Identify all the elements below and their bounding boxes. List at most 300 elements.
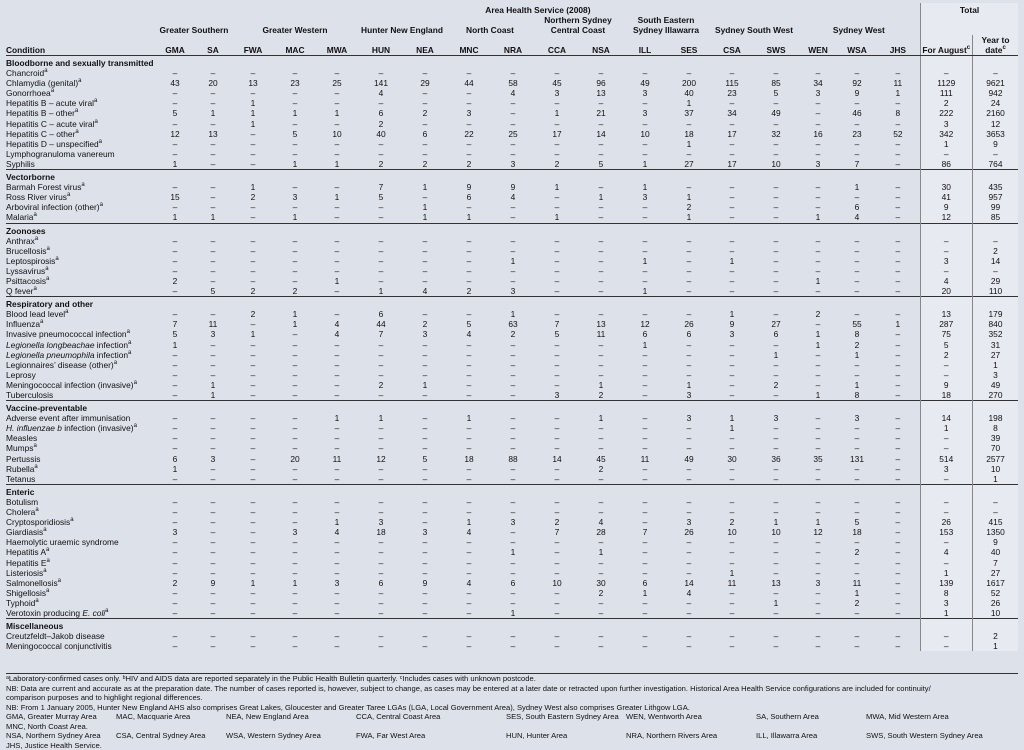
count-cell: –	[534, 149, 580, 159]
count-cell: 2	[156, 276, 194, 286]
for-august-cell: 2	[920, 350, 972, 360]
count-cell: –	[798, 443, 838, 453]
count-cell: 11	[876, 78, 920, 88]
count-cell: –	[446, 497, 492, 507]
count-cell: –	[710, 182, 754, 192]
count-cell: 1	[876, 319, 920, 329]
table-row	[6, 598, 1018, 608]
count-cell: –	[668, 256, 710, 266]
count-cell: 115	[710, 78, 754, 88]
count-cell: 131	[838, 454, 876, 464]
count-cell: –	[754, 286, 798, 297]
count-cell: 6	[404, 129, 446, 139]
for-august-cell: –	[920, 443, 972, 453]
count-cell: –	[274, 236, 316, 246]
count-cell: –	[316, 139, 358, 149]
count-cell: –	[404, 350, 446, 360]
for-august-cell: 8	[920, 588, 972, 598]
count-cell: 2	[358, 380, 404, 390]
count-cell: –	[754, 340, 798, 350]
condition-name: Ross River virus$^a$	[6, 192, 156, 202]
table-row	[6, 246, 1018, 256]
count-cell: –	[876, 568, 920, 578]
count-cell: –	[156, 558, 194, 568]
count-cell: 11	[710, 578, 754, 588]
count-cell: 14	[580, 129, 622, 139]
abbreviation-item: NEA, New England Area	[226, 712, 356, 722]
count-cell: –	[316, 380, 358, 390]
year-to-date-cell: –	[972, 68, 1018, 78]
count-cell: –	[622, 568, 668, 578]
count-cell: –	[404, 413, 446, 423]
count-cell: –	[798, 537, 838, 547]
count-cell: –	[492, 527, 534, 537]
count-cell: –	[838, 631, 876, 641]
count-cell: –	[194, 256, 232, 266]
count-cell: –	[754, 212, 798, 223]
count-cell: –	[798, 256, 838, 266]
count-cell: 9	[492, 182, 534, 192]
count-cell: –	[358, 246, 404, 256]
count-cell: 17	[534, 129, 580, 139]
condition-name: Brucellosis$^a$	[6, 246, 156, 256]
count-cell: –	[534, 423, 580, 433]
count-cell: –	[274, 266, 316, 276]
for-august-cell: –	[920, 68, 972, 78]
count-cell: –	[668, 547, 710, 557]
count-cell: 6	[668, 329, 710, 339]
count-cell: –	[194, 159, 232, 170]
count-cell: 1	[358, 286, 404, 297]
area-group-header: North Coast	[446, 15, 534, 35]
count-cell: –	[622, 433, 668, 443]
count-cell: 1	[316, 276, 358, 286]
count-cell: –	[232, 433, 274, 443]
count-cell: 28	[580, 527, 622, 537]
count-cell: –	[534, 236, 580, 246]
count-cell: –	[492, 641, 534, 651]
count-cell: 3	[446, 108, 492, 118]
year-to-date-cell: 110	[972, 286, 1018, 297]
area-column-header: MAC	[274, 35, 316, 56]
count-cell: –	[622, 139, 668, 149]
table-row	[6, 182, 1018, 192]
count-cell: 5	[156, 329, 194, 339]
count-cell: 2	[534, 517, 580, 527]
year-to-date-column-header: Year to date$^c$	[972, 35, 1018, 56]
count-cell: –	[446, 507, 492, 517]
count-cell: –	[876, 443, 920, 453]
year-to-date-cell: 198	[972, 413, 1018, 423]
count-cell: 7	[358, 329, 404, 339]
count-cell: –	[534, 631, 580, 641]
count-cell: –	[446, 641, 492, 651]
count-cell: –	[492, 588, 534, 598]
table-row	[6, 192, 1018, 202]
count-cell: 27	[754, 319, 798, 329]
count-cell: –	[754, 68, 798, 78]
count-cell: –	[316, 507, 358, 517]
count-cell: –	[446, 370, 492, 380]
count-cell: 3	[492, 286, 534, 297]
count-cell: –	[622, 558, 668, 568]
condition-name: Blood lead level$^a$	[6, 309, 156, 319]
count-cell: –	[232, 212, 274, 223]
count-cell: –	[622, 236, 668, 246]
count-cell: –	[358, 423, 404, 433]
count-cell: –	[156, 286, 194, 297]
count-cell: –	[194, 433, 232, 443]
count-cell: 1	[668, 212, 710, 223]
count-cell: –	[754, 433, 798, 443]
count-cell: –	[156, 68, 194, 78]
count-cell: –	[876, 454, 920, 464]
count-cell: –	[492, 266, 534, 276]
count-cell: –	[316, 68, 358, 78]
year-to-date-cell: –	[972, 266, 1018, 276]
for-august-cell: 86	[920, 159, 972, 170]
year-to-date-cell: 2	[972, 246, 1018, 256]
count-cell: –	[446, 537, 492, 547]
condition-name: Pertussis	[6, 454, 156, 464]
count-cell: –	[710, 497, 754, 507]
count-cell: 18	[838, 527, 876, 537]
count-cell: –	[358, 370, 404, 380]
count-cell: –	[492, 568, 534, 578]
count-cell: –	[838, 641, 876, 651]
table-row	[6, 507, 1018, 517]
count-cell: –	[754, 547, 798, 557]
count-cell: –	[316, 350, 358, 360]
count-cell: –	[798, 370, 838, 380]
area-column-header: CCA	[534, 35, 580, 56]
count-cell: –	[492, 108, 534, 118]
count-cell: 1	[274, 212, 316, 223]
count-cell: –	[316, 390, 358, 401]
section-header-row	[6, 170, 1018, 183]
count-cell: –	[232, 464, 274, 474]
count-cell: 2	[446, 159, 492, 170]
count-cell: 13	[580, 88, 622, 98]
count-cell: –	[876, 370, 920, 380]
for-august-cell: 3	[920, 119, 972, 129]
for-august-cell: 18	[920, 390, 972, 401]
count-cell: –	[534, 413, 580, 423]
count-cell: –	[622, 266, 668, 276]
count-cell: 1	[622, 340, 668, 350]
count-cell: –	[492, 464, 534, 474]
count-cell: 1	[622, 286, 668, 297]
count-cell: –	[798, 192, 838, 202]
count-cell: 5	[838, 517, 876, 527]
table-row	[6, 413, 1018, 423]
for-august-cell: 1	[920, 608, 972, 619]
count-cell: –	[404, 309, 446, 319]
count-cell: 1	[194, 108, 232, 118]
abbreviation-item: GMA, Greater Murray Area	[6, 712, 116, 722]
count-cell: –	[446, 68, 492, 78]
for-august-cell: –	[920, 641, 972, 651]
count-cell: –	[668, 276, 710, 286]
count-cell: –	[274, 329, 316, 339]
area-group-header: Northern Sydney Central Coast	[534, 15, 622, 35]
count-cell: –	[274, 256, 316, 266]
count-cell: –	[358, 340, 404, 350]
count-cell: –	[876, 202, 920, 212]
section-title: Vectorborne	[6, 170, 920, 183]
count-cell: –	[274, 276, 316, 286]
count-cell: 14	[668, 578, 710, 588]
count-cell: –	[622, 276, 668, 286]
year-to-date-cell: 40	[972, 547, 1018, 557]
count-cell: –	[838, 423, 876, 433]
count-cell: 1	[358, 413, 404, 423]
year-to-date-cell: 352	[972, 329, 1018, 339]
count-cell: –	[876, 286, 920, 297]
count-cell: –	[754, 390, 798, 401]
count-cell: –	[446, 88, 492, 98]
count-cell: 4	[316, 319, 358, 329]
count-cell: 2	[798, 309, 838, 319]
year-to-date-cell: 49	[972, 380, 1018, 390]
table-row	[6, 236, 1018, 246]
count-cell: –	[534, 474, 580, 485]
count-cell: –	[492, 276, 534, 286]
year-to-date-cell: 9	[972, 537, 1018, 547]
count-cell: –	[622, 517, 668, 527]
count-cell: –	[404, 631, 446, 641]
count-cell: –	[274, 588, 316, 598]
count-cell: 7	[838, 159, 876, 170]
count-cell: –	[754, 537, 798, 547]
count-cell: 1	[580, 380, 622, 390]
count-cell: –	[798, 119, 838, 129]
count-cell: 3	[798, 88, 838, 98]
table-row	[6, 68, 1018, 78]
count-cell: –	[534, 537, 580, 547]
condition-name: Hepatitis B – other$^a$	[6, 108, 156, 118]
count-cell: –	[156, 568, 194, 578]
condition-name: Legionella longbeachae infection$^a$	[6, 340, 156, 350]
count-cell: –	[358, 212, 404, 223]
count-cell: 1	[668, 139, 710, 149]
count-cell: 1	[622, 182, 668, 192]
count-cell: 2	[156, 578, 194, 588]
for-august-cell: –	[920, 149, 972, 159]
year-to-date-cell: –	[972, 497, 1018, 507]
count-cell: 3	[622, 88, 668, 98]
count-cell: –	[404, 423, 446, 433]
count-cell: –	[446, 139, 492, 149]
count-cell: 2	[446, 286, 492, 297]
count-cell: –	[274, 474, 316, 485]
count-cell: –	[232, 350, 274, 360]
count-cell: –	[232, 68, 274, 78]
count-cell: –	[156, 588, 194, 598]
count-cell: –	[194, 266, 232, 276]
count-cell: –	[274, 88, 316, 98]
count-cell: 2	[710, 517, 754, 527]
count-cell: 16	[798, 129, 838, 139]
count-cell: –	[668, 286, 710, 297]
count-cell: 85	[754, 78, 798, 88]
count-cell: –	[316, 537, 358, 547]
count-cell: 20	[274, 454, 316, 464]
count-cell: 13	[232, 78, 274, 88]
year-to-date-cell: 1	[972, 360, 1018, 370]
count-cell: –	[710, 350, 754, 360]
count-cell: –	[492, 558, 534, 568]
count-cell: –	[194, 497, 232, 507]
count-cell: 49	[668, 454, 710, 464]
count-cell: –	[580, 474, 622, 485]
count-cell: –	[580, 360, 622, 370]
condition-name: Creutzfeldt–Jakob disease	[6, 631, 156, 641]
count-cell: –	[710, 443, 754, 453]
count-cell: –	[446, 390, 492, 401]
for-august-column-header: For August$^c$	[920, 35, 972, 56]
count-cell: –	[232, 588, 274, 598]
count-cell: 2	[838, 547, 876, 557]
for-august-cell: –	[920, 236, 972, 246]
count-cell: –	[358, 68, 404, 78]
for-august-cell: 13	[920, 309, 972, 319]
count-cell: –	[754, 443, 798, 453]
count-cell: –	[876, 236, 920, 246]
count-cell: –	[156, 360, 194, 370]
footnote-line: NB: Data are current and accurate as at the preparation date. The number of cases reported is, however, subject to change, as cases may be entered at a later date or retracted upon further investigation. Historical Area Health Service configurations are included for continuity/	[6, 684, 1018, 694]
count-cell: –	[194, 119, 232, 129]
count-cell: –	[876, 266, 920, 276]
count-cell: –	[622, 119, 668, 129]
count-cell: –	[316, 474, 358, 485]
count-cell: –	[876, 547, 920, 557]
count-cell: –	[534, 309, 580, 319]
count-cell: 6	[358, 108, 404, 118]
count-cell: 3	[274, 527, 316, 537]
year-to-date-cell: –	[972, 149, 1018, 159]
count-cell: –	[876, 68, 920, 78]
count-cell: –	[754, 631, 798, 641]
count-cell: –	[274, 433, 316, 443]
abbreviation-item: WEN, Wentworth Area	[626, 712, 756, 722]
count-cell: –	[492, 537, 534, 547]
count-cell: –	[316, 608, 358, 619]
count-cell: –	[710, 286, 754, 297]
count-cell: –	[710, 537, 754, 547]
for-august-cell: 514	[920, 454, 972, 464]
count-cell: –	[798, 507, 838, 517]
count-cell: –	[534, 588, 580, 598]
count-cell: –	[274, 350, 316, 360]
count-cell: 5	[534, 329, 580, 339]
count-cell: 1	[580, 547, 622, 557]
count-cell: –	[404, 149, 446, 159]
count-cell: –	[316, 246, 358, 256]
count-cell: –	[404, 608, 446, 619]
count-cell: 4	[316, 329, 358, 339]
count-cell: –	[622, 212, 668, 223]
count-cell: 1	[316, 517, 358, 527]
count-cell: 3	[274, 192, 316, 202]
count-cell: –	[838, 256, 876, 266]
count-cell: 1	[274, 578, 316, 588]
section-title: Zoonoses	[6, 223, 920, 236]
count-cell: –	[534, 443, 580, 453]
count-cell: 11	[622, 454, 668, 464]
count-cell: –	[274, 390, 316, 401]
count-cell: –	[358, 433, 404, 443]
count-cell: 2	[232, 192, 274, 202]
count-cell: –	[156, 423, 194, 433]
count-cell: –	[876, 192, 920, 202]
count-cell: –	[194, 202, 232, 212]
count-cell: –	[446, 202, 492, 212]
count-cell: –	[404, 497, 446, 507]
for-august-cell: 12	[920, 212, 972, 223]
count-cell: –	[232, 537, 274, 547]
for-august-cell: 153	[920, 527, 972, 537]
condition-name: Tuberculosis	[6, 390, 156, 401]
count-cell: –	[358, 202, 404, 212]
count-cell: –	[274, 507, 316, 517]
for-august-cell: 2	[920, 98, 972, 108]
count-cell: 200	[668, 78, 710, 88]
count-cell: 1	[156, 464, 194, 474]
count-cell: 2	[534, 159, 580, 170]
count-cell: –	[668, 433, 710, 443]
count-cell: 1	[534, 108, 580, 118]
count-cell: –	[580, 507, 622, 517]
count-cell: –	[232, 139, 274, 149]
count-cell: –	[622, 474, 668, 485]
count-cell: –	[668, 182, 710, 192]
count-cell: –	[798, 108, 838, 118]
count-cell: –	[194, 507, 232, 517]
count-cell: –	[404, 547, 446, 557]
count-cell: –	[232, 340, 274, 350]
count-cell: –	[274, 608, 316, 619]
count-cell: –	[668, 236, 710, 246]
count-cell: –	[194, 182, 232, 192]
count-cell: –	[404, 246, 446, 256]
count-cell: –	[232, 631, 274, 641]
count-cell: 18	[446, 454, 492, 464]
count-cell: –	[754, 149, 798, 159]
abbreviation-item: WSA, Western Sydney Area	[226, 731, 356, 741]
count-cell: 1	[274, 108, 316, 118]
count-cell: 4	[446, 578, 492, 588]
count-cell: –	[580, 246, 622, 256]
year-to-date-cell: 942	[972, 88, 1018, 98]
year-to-date-cell: 840	[972, 319, 1018, 329]
count-cell: 1	[668, 98, 710, 108]
count-cell: –	[232, 149, 274, 159]
count-cell: 44	[446, 78, 492, 88]
count-cell: –	[156, 507, 194, 517]
count-cell: 35	[798, 454, 838, 464]
count-cell: –	[876, 464, 920, 474]
table-row	[6, 608, 1018, 619]
count-cell: –	[194, 631, 232, 641]
condition-name: Verotoxin producing E. coli$^a$	[6, 608, 156, 619]
condition-name: Leptospirosis$^a$	[6, 256, 156, 266]
count-cell: –	[838, 464, 876, 474]
condition-name: H. influenzae b infection (invasive)$^a$	[6, 423, 156, 433]
count-cell: –	[404, 474, 446, 485]
area-group-header: Sydney South West	[710, 15, 798, 35]
count-cell: –	[194, 276, 232, 286]
